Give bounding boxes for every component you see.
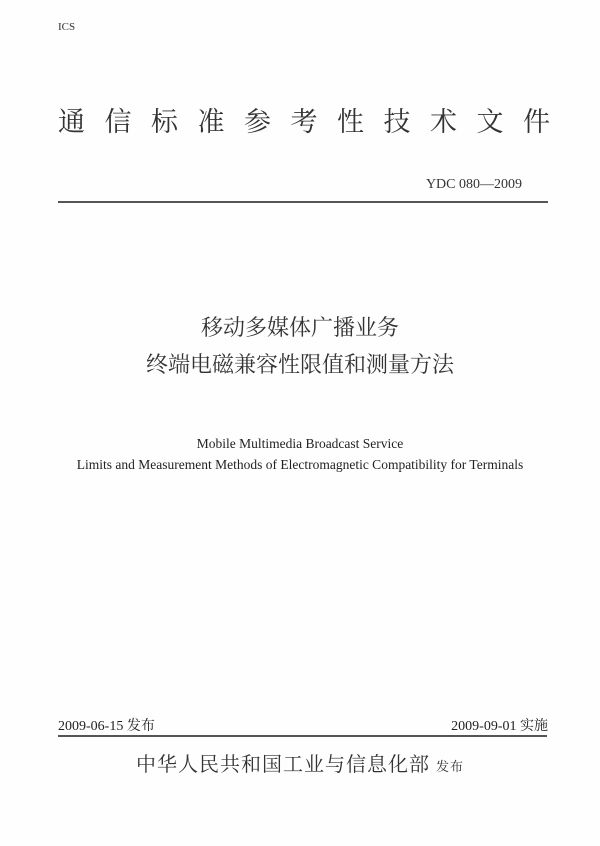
standard-code: YDC 080—2009 (425, 177, 522, 192)
category-char: 术 (430, 107, 457, 138)
title-en-line-2: Limits and Measurement Methods of Electromagnetic Compatibility for Terminals (76, 457, 524, 472)
category-char: 准 (197, 107, 225, 138)
publisher-suffix: 发布 (435, 760, 464, 775)
title-en-line-1: Mobile Multimedia Broadcast Service (196, 436, 404, 451)
issue-date: 2009-06-15 发布 (58, 719, 155, 734)
document-category (58, 100, 550, 139)
footer-divider (58, 735, 547, 737)
title-cn-line-2: 终端电磁兼容性限值和测量方法 (145, 353, 454, 378)
publisher-name: 中华人民共和国工业与信息化部 (135, 752, 430, 776)
category-char: 件 (523, 107, 550, 138)
ics-label: ICS (58, 21, 76, 33)
category-char: 通 (58, 107, 85, 138)
category-char: 技 (383, 107, 411, 138)
header-divider (58, 201, 548, 203)
effective-date: 2009-09-01 实施 (451, 719, 548, 734)
publisher (0, 748, 600, 777)
category-char: 考 (290, 107, 318, 138)
category-char: 性 (337, 107, 364, 138)
title-cn-line-1: 移动多媒体广播业务 (200, 316, 399, 341)
category-char: 信 (104, 107, 132, 138)
category-char: 参 (244, 107, 271, 138)
category-char: 文 (476, 107, 504, 138)
category-char: 标 (151, 107, 178, 138)
